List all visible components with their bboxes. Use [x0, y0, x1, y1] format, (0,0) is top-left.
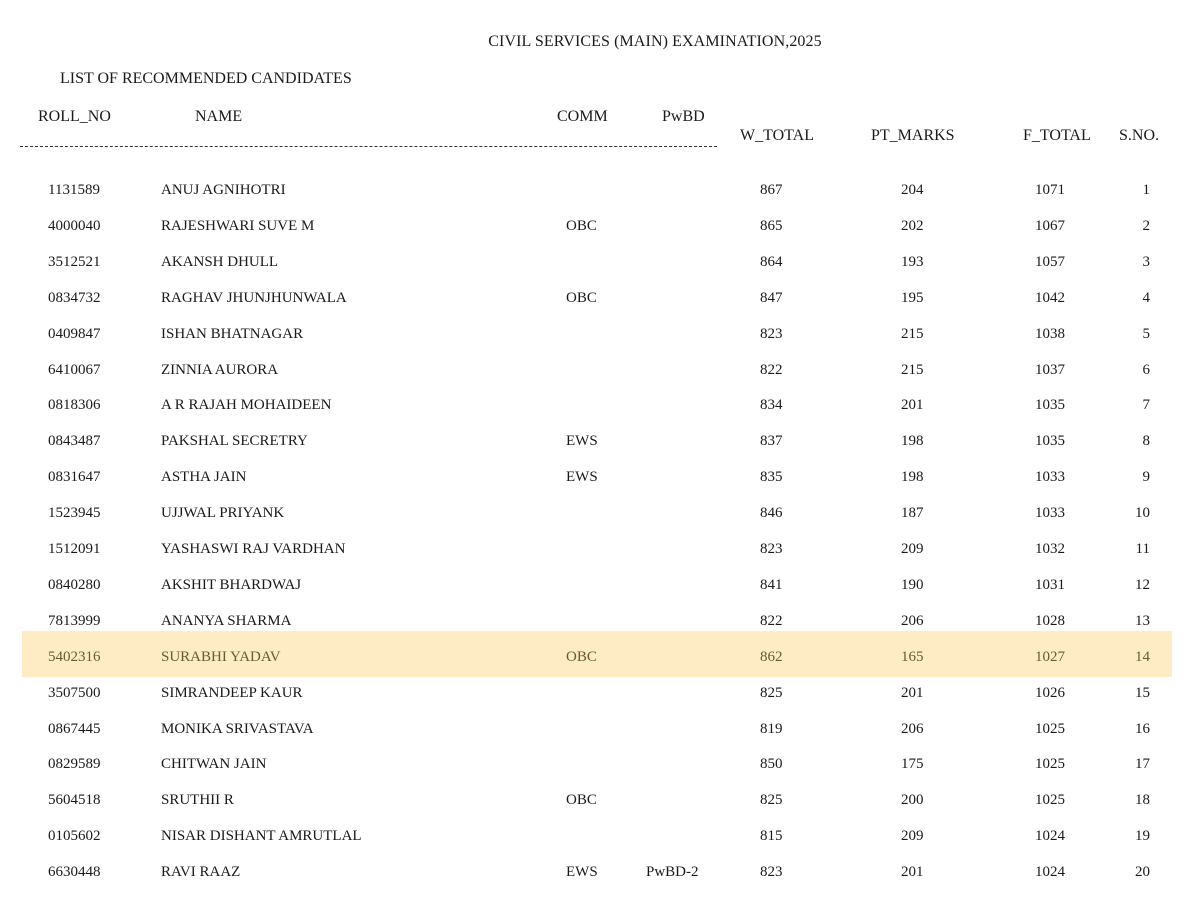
- f-total-cell: 1028: [1035, 613, 1065, 629]
- roll-no-cell: 0843487: [48, 433, 101, 449]
- sno-cell: 18: [1135, 792, 1150, 808]
- name-cell: RAVI RAAZ: [161, 864, 241, 880]
- f-total-cell: 1026: [1035, 685, 1065, 701]
- w-total-cell: 841: [760, 577, 783, 593]
- w-total-cell: 815: [760, 828, 783, 844]
- roll-no-cell: 3507500: [48, 685, 101, 701]
- table-row-highlighted: [0, 640, 1200, 676]
- roll-no-cell: 5402316: [48, 649, 101, 665]
- roll-no-cell: 0831647: [48, 469, 101, 485]
- table-row: [0, 855, 1200, 891]
- name-cell: ISHAN BHATNAGAR: [161, 326, 304, 342]
- table-row: [0, 245, 1200, 281]
- name-cell: A R RAJAH MOHAIDEEN: [161, 397, 332, 413]
- pt-marks-cell: 198: [901, 469, 924, 485]
- header-comm: COMM: [557, 108, 608, 125]
- table-row: [0, 173, 1200, 209]
- pt-marks-cell: 215: [901, 362, 924, 378]
- header-sno: S.NO.: [1119, 127, 1160, 144]
- table-row: [0, 568, 1200, 604]
- pt-marks-cell: 201: [901, 397, 924, 413]
- sno-cell: 6: [1142, 362, 1150, 378]
- f-total-cell: 1025: [1035, 756, 1065, 772]
- comm-cell: OBC: [566, 290, 597, 306]
- roll-no-cell: 5604518: [48, 792, 101, 808]
- header-pwbd: PwBD: [662, 108, 705, 125]
- name-cell: ZINNIA AURORA: [161, 362, 279, 378]
- w-total-cell: 850: [760, 756, 783, 772]
- name-cell: NISAR DISHANT AMRUTLAL: [161, 828, 362, 844]
- sno-cell: 7: [1142, 397, 1150, 413]
- roll-no-cell: 0818306: [48, 397, 101, 413]
- name-cell: SURABHI YADAV: [161, 649, 281, 665]
- roll-no-cell: 1131589: [48, 182, 100, 198]
- sno-cell: 3: [1142, 254, 1150, 270]
- name-cell: SRUTHII R: [161, 792, 234, 808]
- roll-no-cell: 0840280: [48, 577, 101, 593]
- f-total-cell: 1042: [1035, 290, 1065, 306]
- name-cell: RAGHAV JHUNJHUNWALA: [161, 290, 347, 306]
- w-total-cell: 847: [760, 290, 783, 306]
- page-title: CIVIL SERVICES (MAIN) EXAMINATION,2025: [488, 33, 822, 50]
- roll-no-cell: 0834732: [48, 290, 101, 306]
- sno-cell: 12: [1135, 577, 1150, 593]
- comm-cell: OBC: [566, 649, 597, 665]
- pt-marks-cell: 201: [901, 685, 924, 701]
- pt-marks-cell: 198: [901, 433, 924, 449]
- w-total-cell: 865: [760, 218, 783, 234]
- w-total-cell: 825: [760, 792, 783, 808]
- name-cell: CHITWAN JAIN: [161, 756, 267, 772]
- pt-marks-cell: 190: [901, 577, 924, 593]
- sno-cell: 11: [1135, 541, 1150, 557]
- table-row: [0, 317, 1200, 353]
- pt-marks-cell: 193: [901, 254, 924, 270]
- w-total-cell: 837: [760, 433, 783, 449]
- f-total-cell: 1031: [1035, 577, 1065, 593]
- header-roll-no: ROLL_NO: [38, 108, 111, 125]
- f-total-cell: 1027: [1035, 649, 1065, 665]
- table-row: [0, 353, 1200, 389]
- f-total-cell: 1071: [1035, 182, 1065, 198]
- name-cell: AKSHIT BHARDWAJ: [161, 577, 302, 593]
- roll-no-cell: 0867445: [48, 721, 101, 737]
- f-total-cell: 1033: [1035, 469, 1065, 485]
- header-pt-marks: PT_MARKS: [871, 127, 955, 144]
- comm-cell: OBC: [566, 218, 597, 234]
- roll-no-cell: 7813999: [48, 613, 101, 629]
- pt-marks-cell: 215: [901, 326, 924, 342]
- pt-marks-cell: 187: [901, 505, 924, 521]
- sno-cell: 13: [1135, 613, 1150, 629]
- roll-no-cell: 0409847: [48, 326, 101, 342]
- f-total-cell: 1035: [1035, 433, 1065, 449]
- roll-no-cell: 4000040: [48, 218, 101, 234]
- w-total-cell: 823: [760, 541, 783, 557]
- roll-no-cell: 0829589: [48, 756, 101, 772]
- header-w-total: W_TOTAL: [740, 127, 814, 144]
- w-total-cell: 823: [760, 326, 783, 342]
- f-total-cell: 1024: [1035, 828, 1065, 844]
- w-total-cell: 862: [760, 649, 783, 665]
- sno-cell: 9: [1142, 469, 1150, 485]
- pt-marks-cell: 209: [901, 828, 924, 844]
- table-row: [0, 712, 1200, 748]
- pt-marks-cell: 201: [901, 864, 924, 880]
- comm-cell: EWS: [566, 433, 598, 449]
- pwbd-cell: PwBD-2: [646, 864, 699, 880]
- list-subtitle: LIST OF RECOMMENDED CANDIDATES: [60, 70, 352, 87]
- w-total-cell: 835: [760, 469, 783, 485]
- pt-marks-cell: 165: [901, 649, 924, 665]
- f-total-cell: 1025: [1035, 792, 1065, 808]
- roll-no-cell: 1523945: [48, 505, 101, 521]
- roll-no-cell: 6630448: [48, 864, 101, 880]
- f-total-cell: 1024: [1035, 864, 1065, 880]
- sno-cell: 8: [1142, 433, 1150, 449]
- f-total-cell: 1025: [1035, 721, 1065, 737]
- table-row: [0, 676, 1200, 712]
- table-row: [0, 460, 1200, 496]
- pt-marks-cell: 209: [901, 541, 924, 557]
- table-row: [0, 747, 1200, 783]
- f-total-cell: 1032: [1035, 541, 1065, 557]
- roll-no-cell: 0105602: [48, 828, 101, 844]
- sno-cell: 1: [1142, 182, 1150, 198]
- sno-cell: 15: [1135, 685, 1150, 701]
- sno-cell: 17: [1135, 756, 1150, 772]
- w-total-cell: 834: [760, 397, 783, 413]
- name-cell: MONIKA SRIVASTAVA: [161, 721, 314, 737]
- roll-no-cell: 3512521: [48, 254, 101, 270]
- name-cell: SIMRANDEEP KAUR: [161, 685, 303, 701]
- pt-marks-cell: 195: [901, 290, 924, 306]
- name-cell: ASTHA JAIN: [161, 469, 247, 485]
- sno-cell: 20: [1135, 864, 1150, 880]
- table-row: [0, 424, 1200, 460]
- w-total-cell: 846: [760, 505, 783, 521]
- f-total-cell: 1033: [1035, 505, 1065, 521]
- name-cell: PAKSHAL SECRETRY: [161, 433, 308, 449]
- f-total-cell: 1038: [1035, 326, 1065, 342]
- sno-cell: 16: [1135, 721, 1150, 737]
- name-cell: ANUJ AGNIHOTRI: [161, 182, 286, 198]
- pt-marks-cell: 204: [901, 182, 924, 198]
- w-total-cell: 822: [760, 613, 783, 629]
- w-total-cell: 823: [760, 864, 783, 880]
- f-total-cell: 1067: [1035, 218, 1065, 234]
- w-total-cell: 819: [760, 721, 783, 737]
- comm-cell: EWS: [566, 469, 598, 485]
- table-row: [0, 783, 1200, 819]
- sno-cell: 14: [1135, 649, 1150, 665]
- header-f-total: F_TOTAL: [1023, 127, 1091, 144]
- sno-cell: 10: [1135, 505, 1150, 521]
- w-total-cell: 864: [760, 254, 783, 270]
- pt-marks-cell: 175: [901, 756, 924, 772]
- f-total-cell: 1035: [1035, 397, 1065, 413]
- name-cell: UJJWAL PRIYANK: [161, 505, 285, 521]
- comm-cell: OBC: [566, 792, 597, 808]
- w-total-cell: 822: [760, 362, 783, 378]
- table-row: [0, 532, 1200, 568]
- name-cell: AKANSH DHULL: [161, 254, 279, 270]
- pt-marks-cell: 202: [901, 218, 924, 234]
- name-cell: RAJESHWARI SUVE M: [161, 218, 315, 234]
- roll-no-cell: 6410067: [48, 362, 101, 378]
- sno-cell: 2: [1142, 218, 1150, 234]
- w-total-cell: 825: [760, 685, 783, 701]
- pt-marks-cell: 200: [901, 792, 924, 808]
- table-row: [0, 819, 1200, 855]
- f-total-cell: 1057: [1035, 254, 1065, 270]
- header-name: NAME: [195, 108, 243, 125]
- name-cell: YASHASWI RAJ VARDHAN: [161, 541, 346, 557]
- comm-cell: EWS: [566, 864, 598, 880]
- table-row: [0, 496, 1200, 532]
- w-total-cell: 867: [760, 182, 783, 198]
- f-total-cell: 1037: [1035, 362, 1065, 378]
- table-row: [0, 388, 1200, 424]
- sno-cell: 4: [1142, 290, 1150, 306]
- name-cell: ANANYA SHARMA: [161, 613, 292, 629]
- table-row: [0, 209, 1200, 245]
- table-row: [0, 281, 1200, 317]
- sno-cell: 5: [1142, 326, 1150, 342]
- pt-marks-cell: 206: [901, 721, 924, 737]
- roll-no-cell: 1512091: [48, 541, 101, 557]
- sno-cell: 19: [1135, 828, 1150, 844]
- pt-marks-cell: 206: [901, 613, 924, 629]
